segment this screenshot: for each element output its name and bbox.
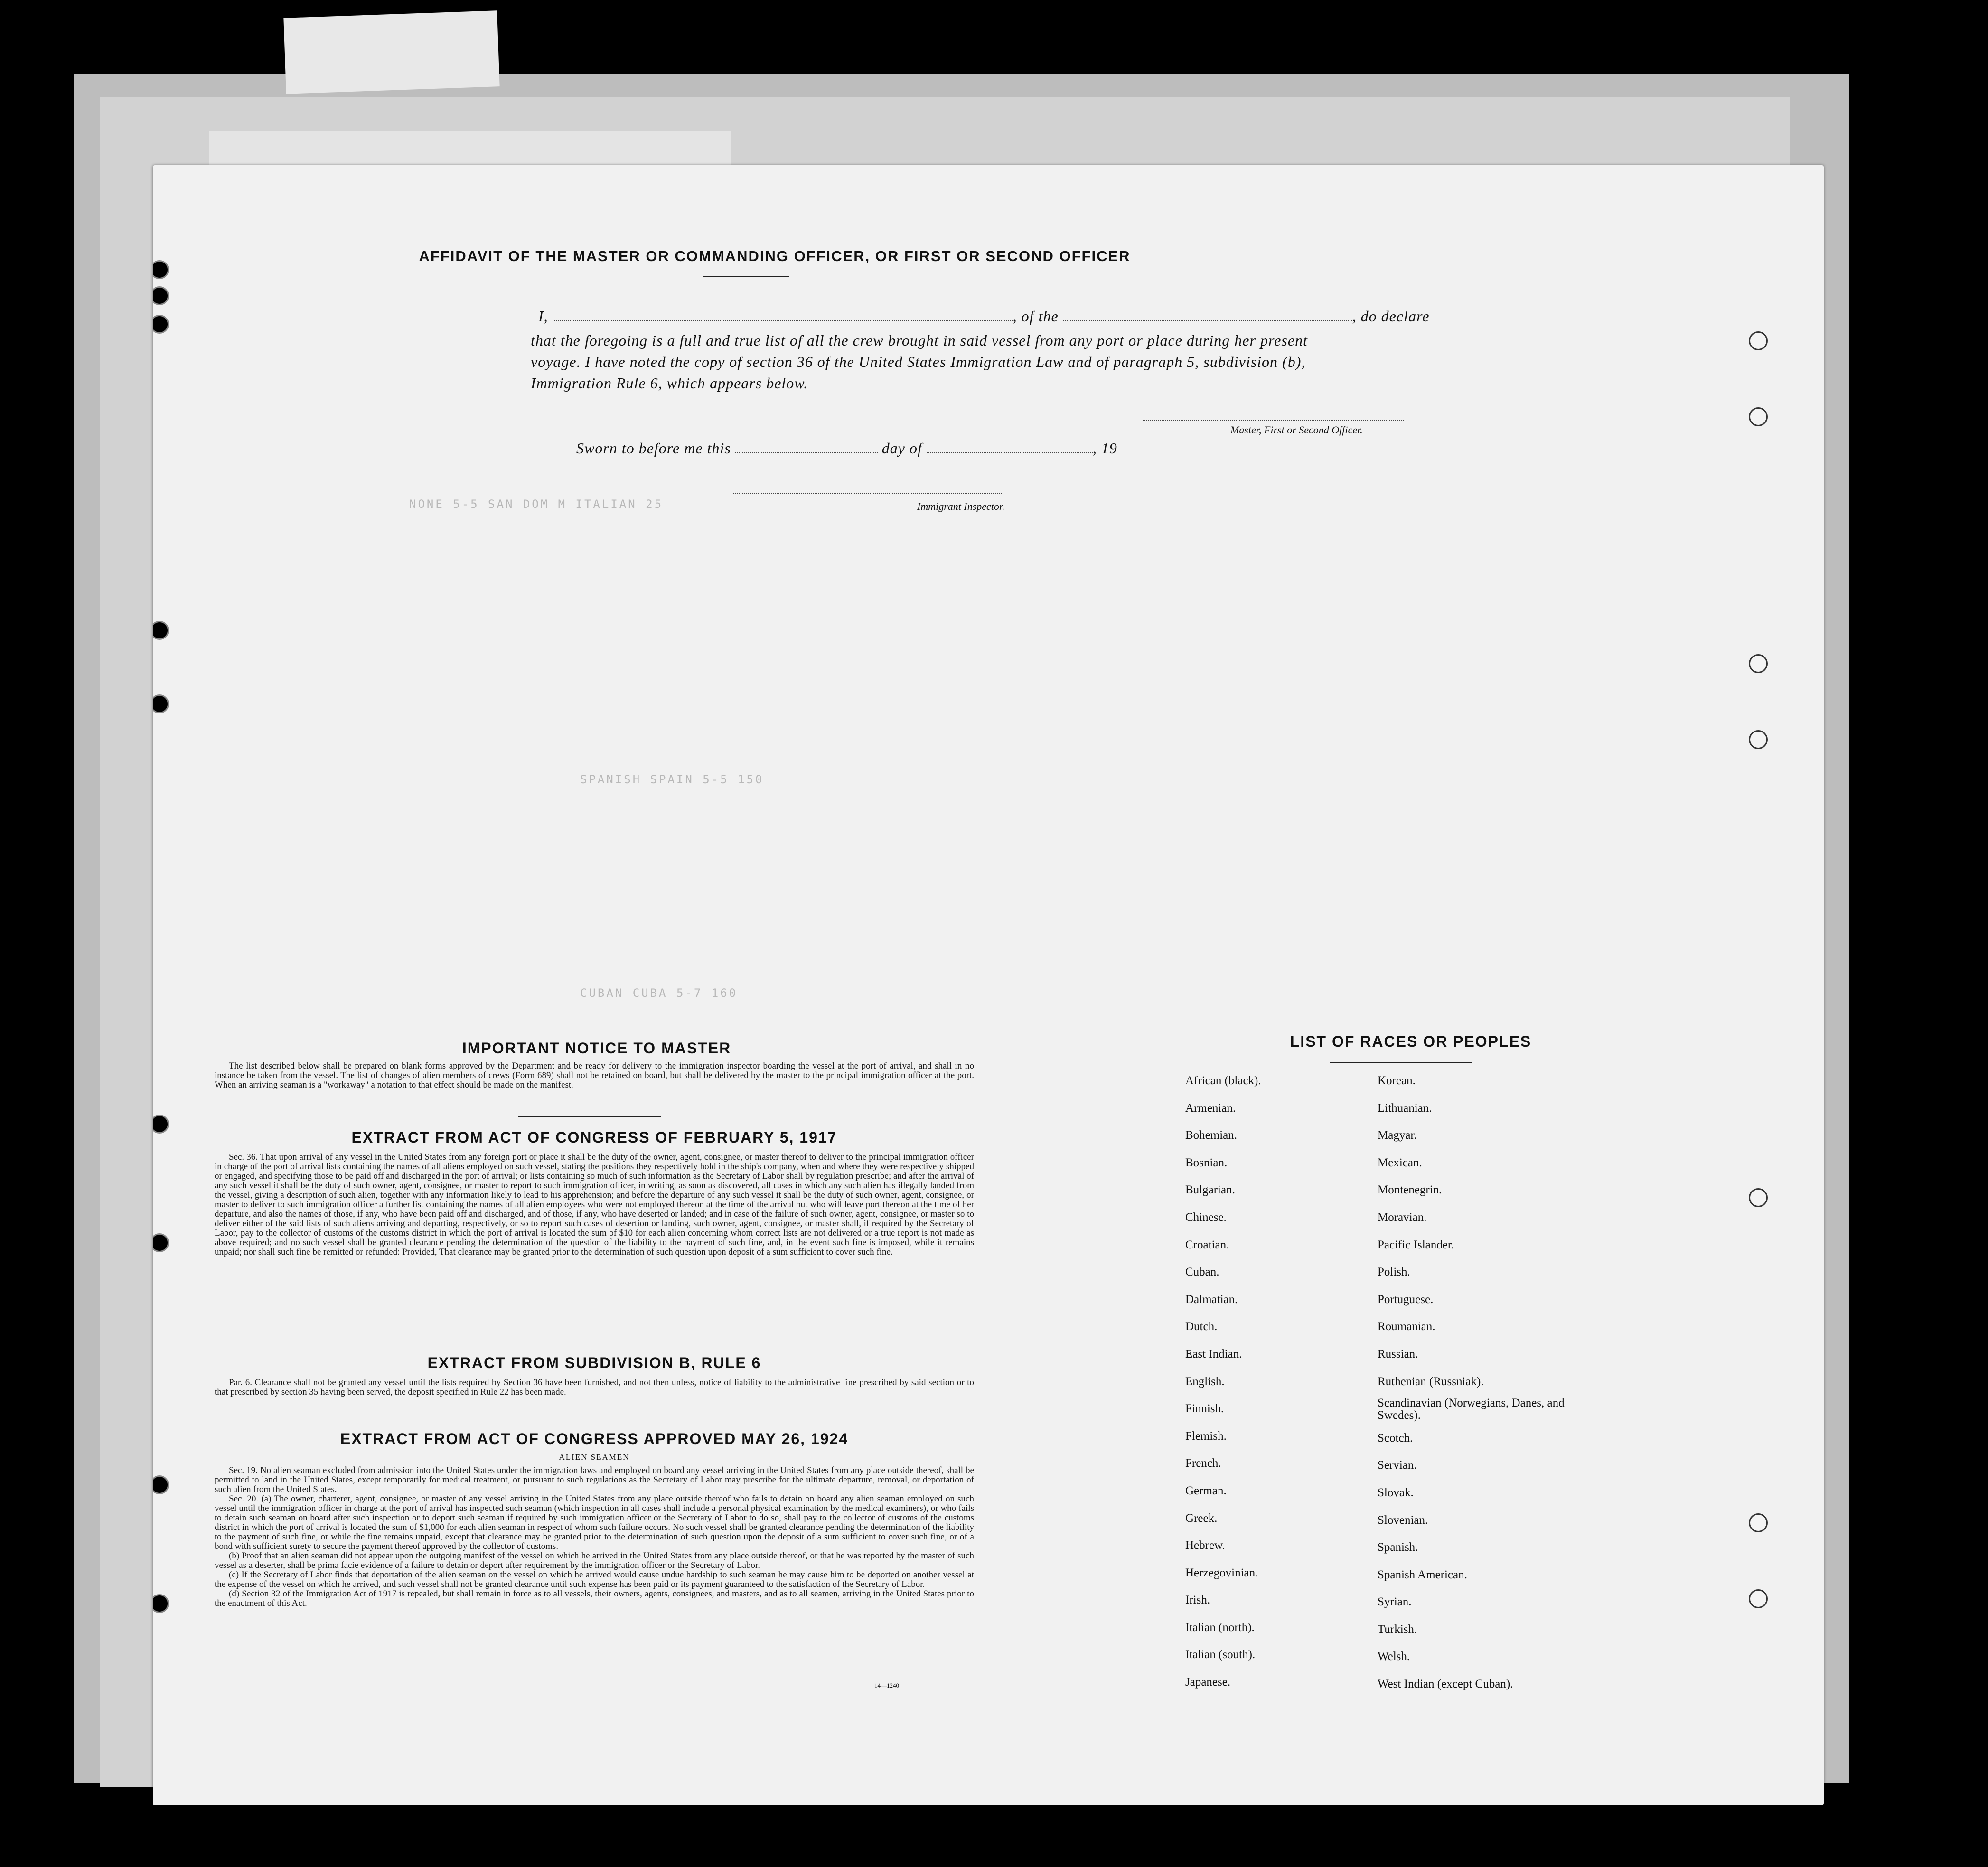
binder-hole	[1749, 1188, 1768, 1207]
race-item: Welsh.	[1378, 1650, 1410, 1663]
race-item: Russian.	[1378, 1347, 1418, 1360]
master-label: Master, First or Second Officer.	[1230, 424, 1363, 436]
race-item: Finnish.	[1185, 1402, 1224, 1416]
race-item: Slovak.	[1378, 1486, 1414, 1499]
race-item: Bosnian.	[1185, 1156, 1228, 1169]
day-of-text: day of	[881, 440, 922, 457]
month-blank	[927, 443, 1093, 453]
race-item: Bulgarian.	[1185, 1183, 1235, 1197]
race-item: Scandinavian (Norwegians, Danes, and Swedes).	[1378, 1397, 1565, 1422]
binder-hole	[153, 315, 169, 334]
alien-seamen-subtitle: ALIEN SEAMEN	[559, 1453, 630, 1462]
underlying-sheet-strip	[209, 131, 731, 169]
race-item: Ruthenian (Russniak).	[1378, 1375, 1484, 1388]
race-item: Korean.	[1378, 1074, 1416, 1087]
race-item: Polish.	[1378, 1266, 1410, 1279]
signature-line	[1143, 420, 1404, 421]
binder-hole	[1749, 407, 1768, 426]
binder-hole	[153, 1475, 169, 1494]
races-right-column	[1378, 1067, 1577, 1698]
race-item: Hebrew.	[1185, 1539, 1225, 1552]
year-text: , 19	[1092, 440, 1117, 457]
divider	[1330, 1062, 1472, 1063]
race-item: Dalmatian.	[1185, 1293, 1238, 1306]
race-item: Mexican.	[1378, 1156, 1422, 1169]
race-item: West Indian (except Cuban).	[1378, 1678, 1513, 1691]
binder-hole	[153, 1594, 169, 1613]
race-item: Italian (north).	[1185, 1621, 1255, 1634]
race-item: Bohemian.	[1185, 1129, 1238, 1142]
name-blank	[553, 311, 1013, 321]
race-item: Servian.	[1378, 1459, 1417, 1472]
race-item: East Indian.	[1185, 1347, 1242, 1360]
underlying-sheet-corner	[283, 10, 499, 94]
rule6-text: Par. 6. Clearance shall not be granted any vessel until the lists required by Section 36 have been furnished, and not then unless, notice of liability to the administrative fine prescribed by said section or to that prescribed by section 35 having been served, the deposit specified in Rule 22 has been made.	[215, 1378, 974, 1397]
race-item: English.	[1185, 1375, 1225, 1388]
race-item: German.	[1185, 1484, 1227, 1497]
rule6-title: EXTRACT FROM SUBDIVISION B, RULE 6	[427, 1354, 761, 1371]
race-item: Pacific Islander.	[1378, 1238, 1454, 1251]
race-item: Slovenian.	[1378, 1513, 1428, 1527]
race-item: Roumanian.	[1378, 1320, 1435, 1333]
binder-hole	[153, 286, 169, 305]
race-item: Moravian.	[1378, 1210, 1427, 1224]
affidavit-i: I,	[538, 308, 548, 325]
affidavit-line-4: Immigration Rule 6, which appears below.	[531, 375, 808, 392]
affidavit-declare: , do declare	[1352, 308, 1430, 325]
binder-hole	[1749, 1513, 1768, 1532]
binder-hole	[1749, 331, 1768, 350]
binder-hole	[1749, 730, 1768, 749]
affidavit-page	[153, 165, 1824, 1805]
race-item: Irish.	[1185, 1594, 1210, 1607]
race-item: Spanish American.	[1378, 1568, 1467, 1581]
divider	[703, 276, 789, 277]
race-item: Magyar.	[1378, 1129, 1417, 1142]
race-item: African (black).	[1185, 1074, 1261, 1087]
race-item: Armenian.	[1185, 1101, 1236, 1115]
sworn-text: Sworn to before me this	[576, 440, 731, 457]
binder-hole	[1749, 1589, 1768, 1608]
affidavit-line-2: that the foregoing is a full and true list of all the crew brought in said vessel from any port or place during her present	[531, 332, 1308, 349]
extract-1924-title: EXTRACT FROM ACT OF CONGRESS APPROVED MAY 26, 1924	[340, 1430, 849, 1447]
race-item: Scotch.	[1378, 1431, 1413, 1445]
race-item: Cuban.	[1185, 1266, 1219, 1279]
vessel-blank	[1063, 311, 1352, 321]
affidavit-of-the: , of the	[1013, 308, 1059, 325]
race-item: Chinese.	[1185, 1210, 1227, 1224]
extract-1917-title: EXTRACT FROM ACT OF CONGRESS OF FEBRUARY 5, 1917	[351, 1129, 837, 1146]
notice-title: IMPORTANT NOTICE TO MASTER	[462, 1040, 731, 1057]
bleed-through-text: SPANISH SPAIN 5-5 150	[580, 773, 764, 786]
race-item: Greek.	[1185, 1511, 1218, 1525]
day-blank	[735, 443, 878, 453]
races-left-column	[1185, 1067, 1261, 1696]
race-item: Lithuanian.	[1378, 1101, 1432, 1115]
bleed-through-text: CUBAN CUBA 5-7 160	[580, 986, 738, 1000]
binder-hole	[153, 694, 169, 713]
extract-1917-text: Sec. 36. That upon arrival of any vessel in the United States from any foreign port or place it shall be the duty of the owner, agent, consignee, or master thereof to deliver to the principal immigration officer in charge of the port of arrival lists containing the names of all aliens employed on such vessel, stating the positions they respectively hold in the ship's company, when and where they were respectively shipped or engaged, and specifying those to be paid off and discharged in the port of arrival; or lists containing so much of such information as the Secretary of Labor shall by regulation prescribe; and after the arrival of any such vessel it shall be the duty of such owner, agent, consignee, or master to report to such immigration officer, in writing, as soon as discovered, all cases in which any such alien has illegally landed from the vessel, giving a description of such alien, together with any information likely to lead to his apprehension; and before the departure of any such vessel it shall be the duty of such owner, agent, consignee, or master to deliver to such immigration officer a further list containing the names of all alien employees who were not employed thereon at the time of the arrival but who will leave port thereon at the time of her departure, and also the names of those, if any, who have been paid off and discharged, and of those, if any, who have deserted or landed; and in case of the failure of such owner, agent, consignee, or master so to deliver either of the said lists of such aliens arriving and departing, respectively, or so to report such cases of desertion or landing, such owner, agent, consignee, or master shall, if required by the Secretary of Labor, pay to the collector of customs of the customs district in which the port of arrival is located the sum of $10 for each alien concerning whom correct lists are not delivered or a true report is not made as above required; and no such vessel shall be granted clearance pending the determination of the question of the liability to the payment of such fine, and, in the event such fine is imposed, while it remains unpaid; nor shall such fine be remitted or refunded: Provided, That clearance may be granted prior to the determination of such question upon deposit of a sum sufficient to cover such fine.	[215, 1152, 974, 1257]
race-item: Croatian.	[1185, 1238, 1229, 1251]
inspector-signature-line	[733, 493, 1003, 494]
binder-hole	[153, 1115, 169, 1134]
affidavit-title: AFFIDAVIT OF THE MASTER OR COMMANDING OFFICER, OR FIRST OR SECOND OFFICER	[419, 248, 1131, 264]
divider	[518, 1116, 661, 1117]
affidavit-line-1	[538, 308, 1429, 325]
race-item: Montenegrin.	[1378, 1183, 1442, 1197]
form-number: 14—1240	[874, 1682, 899, 1689]
race-item: Herzegovinian.	[1185, 1566, 1258, 1579]
notice-text: The list described below shall be prepared on blank forms approved by the Department and be ready for delivery to the immigration inspector boarding the vessel at the port of arrival, and shall in no instance be taken from the vessel. The list of changes of alien members of crews (Form 689) shall not be retained on board, but shall be delivered by the master to the principal immigration officer at the port. When an arriving seaman is a "workaway" a notation to that effect should be made on the manifest.	[215, 1061, 974, 1090]
extract-1924-text: Sec. 19. No alien seaman excluded from admission into the United States under the immigration laws and employed on board any vessel arriving in the United States from any place outside thereof, shall be permitted to land in the United States, except temporarily for medical treatment, or pursuant to such regulations as the Secretary of Labor may prescribe for the ultimate departure, removal, or deportation of such alien from the United States. Sec. 20. (a) The owner, charterer, agent, consignee, or master of any vessel arriving in the United States from any place outside thereof who fails to detain on board any alien seaman employed on such vessel until the immigration officer in charge at the port of arrival has inspected such seaman (which inspection in all cases shall include a personal physical examination by the medical examiners), or who fails to detain such seaman on board after such inspection or to deport such seaman if required by such immigration officer or the Secretary of Labor to do so, shall pay to the collector of customs of the customs district in which the port of arrival is located the sum of $1,000 for each alien seaman in respect of whom such failure occurs. No such vessel shall be granted clearance pending the determination of the liability to the payment of such fine, or while the fine remains unpaid, except that clearance may be granted prior to the determination of such question upon the deposit of a sum sufficient to cover such fine, or of a bond with sufficient surety to secure the payment thereof approved by the collector of customs. (b) Proof that an alien seaman did not appear upon the outgoing manifest of the vessel on which he arrived in the United States from any place outside thereof, or that he was reported by the master of such vessel as a deserter, shall be prima facie evidence of a failure to detain or deport after requirement by the immigration officer or the Secretary of Labor. (c) If the Secretary of Labor finds that deportation of the alien seaman on the vessel on which he arrived would cause undue hardship to such seaman he may cause him to be deported on another vessel at the expense of the vessel on which he arrived, and such vessel shall not be granted clearance until such expense has been paid or its payment guaranteed to the satisfaction of the Secretary of Labor. (d) Section 32 of the Immigration Act of 1917 is repealed, but shall remain in force as to all vessels, their owners, agents, consignees, and masters, and as to all seamen, arriving in the United States prior to the enactment of this Act.	[215, 1465, 974, 1608]
inspector-label: Immigrant Inspector.	[917, 500, 1005, 512]
race-item: French.	[1185, 1457, 1221, 1470]
binder-hole	[153, 1233, 169, 1252]
affidavit-line-3: voyage. I have noted the copy of section 36 of the United States Immigration Law and of paragraph 5, subdivision (b),	[531, 353, 1306, 370]
races-title: LIST OF RACES OR PEOPLES	[1290, 1033, 1532, 1050]
race-item: Syrian.	[1378, 1595, 1412, 1609]
race-item: Italian (south).	[1185, 1648, 1256, 1661]
race-item: Japanese.	[1185, 1676, 1231, 1689]
race-item: Spanish.	[1378, 1541, 1418, 1554]
binder-hole	[1749, 654, 1768, 673]
race-item: Turkish.	[1378, 1623, 1417, 1636]
race-item: Dutch.	[1185, 1320, 1218, 1333]
race-item: Portuguese.	[1378, 1293, 1434, 1306]
race-item: Flemish.	[1185, 1429, 1227, 1443]
bleed-through-text: NONE 5-5 SAN DOM M ITALIAN 25	[409, 497, 664, 511]
binder-hole	[153, 621, 169, 640]
sworn-line	[576, 440, 1117, 457]
